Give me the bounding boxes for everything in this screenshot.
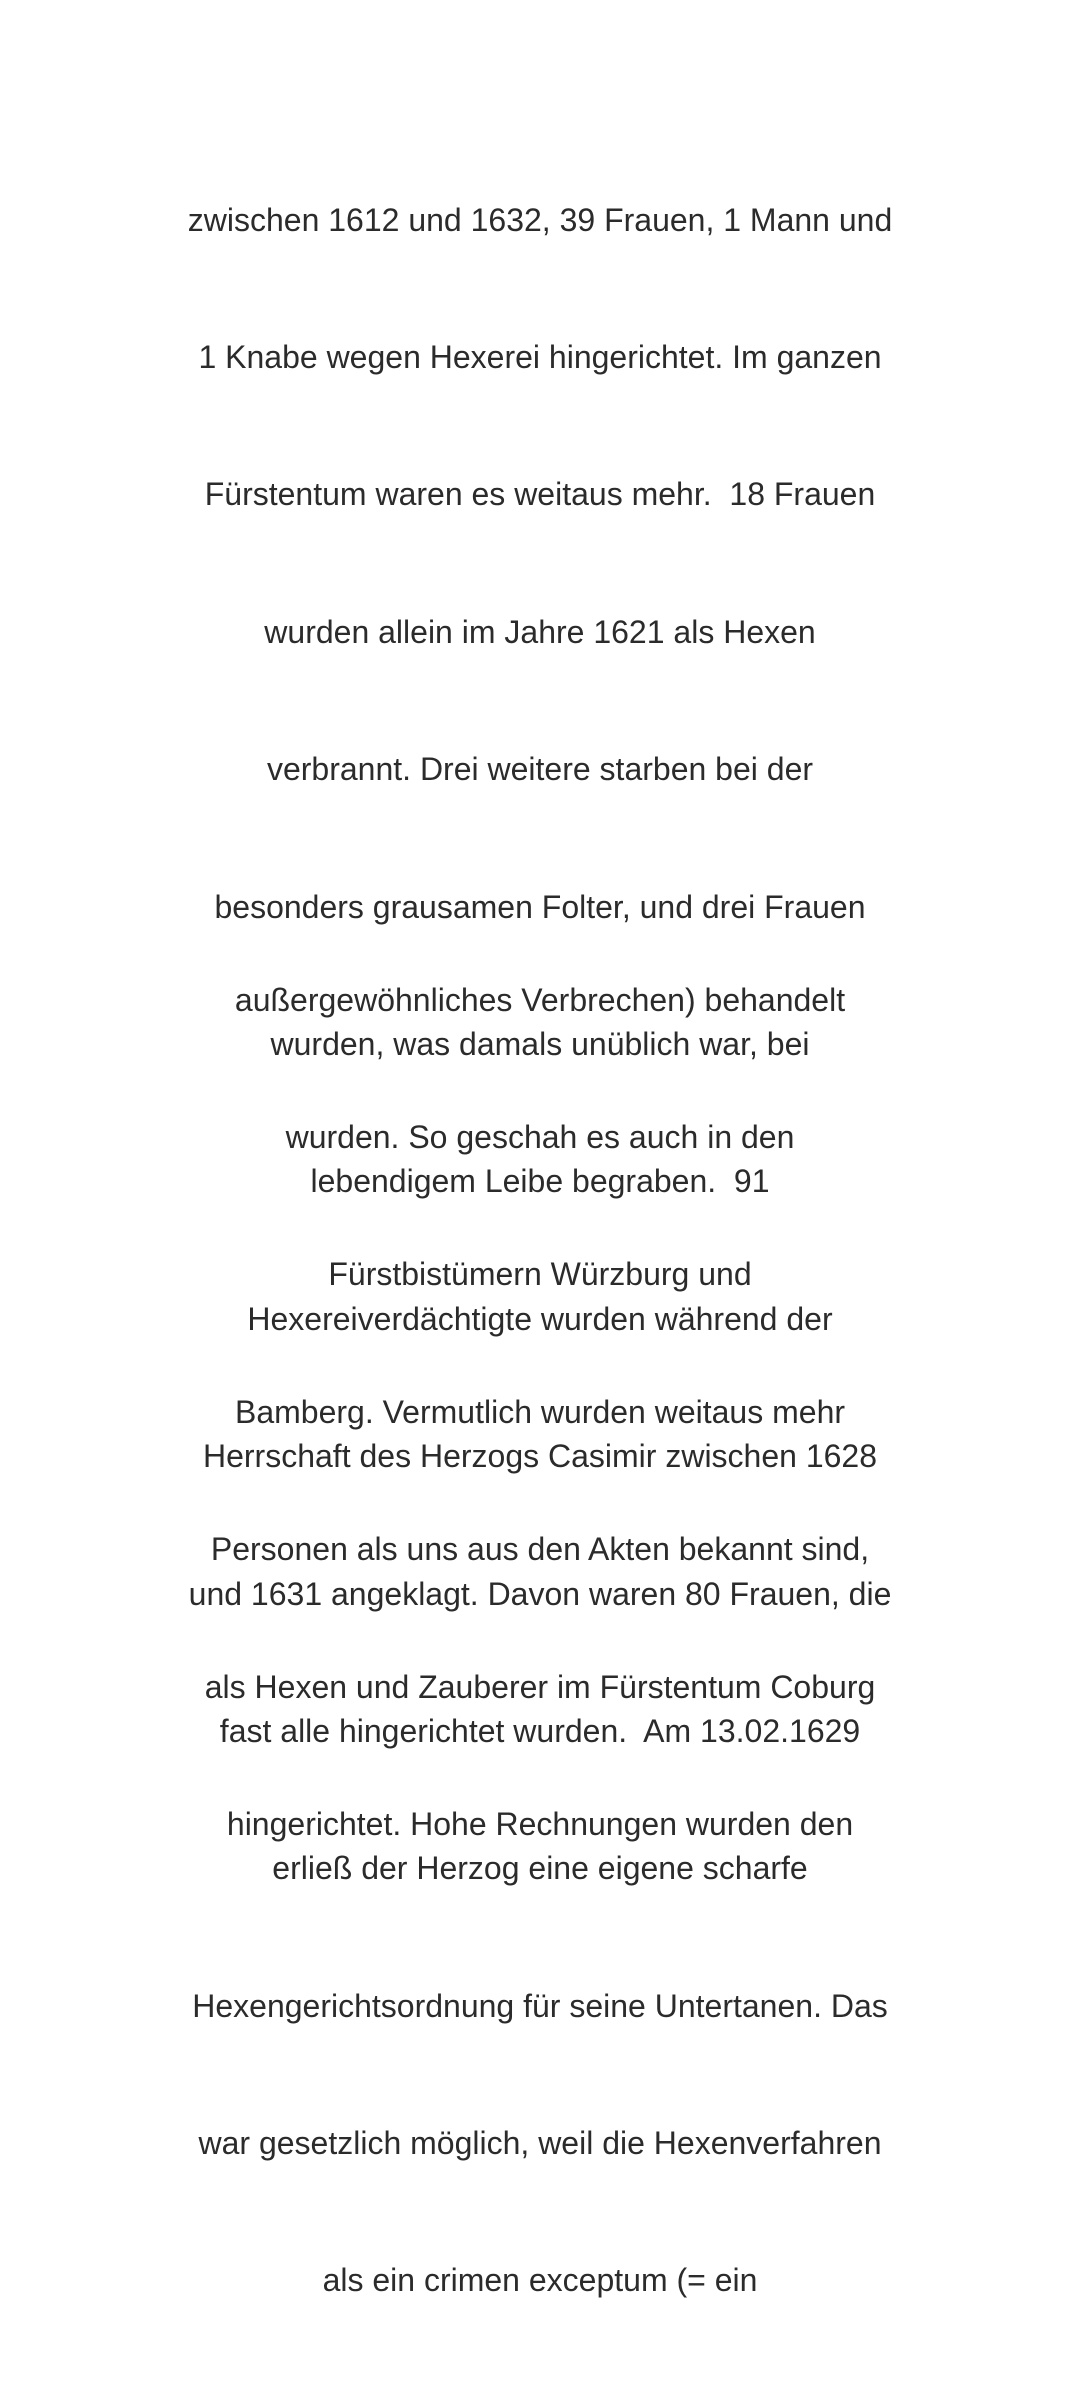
text-line: zwischen 1612 und 1632, 39 Frauen, 1 Mann und bbox=[187, 201, 893, 238]
text-line: Personen als uns aus den Akten bekannt sind, bbox=[210, 1531, 870, 1568]
text-line: lebendigem Leibe begraben. 91 bbox=[310, 1163, 770, 1200]
text-line: wurden, was damals unüblich war, bei bbox=[270, 1025, 810, 1062]
text-line: war gesetzlich möglich, weil die Hexenverfahren bbox=[198, 2125, 882, 2162]
text-line: außergewöhnliches Verbrechen) behandelt bbox=[234, 981, 846, 1018]
text-paragraph bbox=[0, 886, 1080, 1939]
text-line: und 1631 angeklagt. Davon waren 80 Frauen, die bbox=[188, 1575, 892, 1612]
text-line: hingerichtet. Hohe Rechnungen wurden den bbox=[226, 1805, 854, 1842]
text-line: wurden allein im Jahre 1621 als Hexen bbox=[264, 613, 816, 650]
text-line: Bamberg. Vermutlich wurden weitaus mehr bbox=[234, 1393, 846, 1430]
text-line: fast alle hingerichtet wurden. Am 13.02.1629 bbox=[219, 1712, 861, 1749]
text-line: verbrannt. Drei weitere starben bei der bbox=[266, 751, 814, 788]
text-line: besonders grausamen Folter, und drei Frauen bbox=[214, 888, 866, 925]
text-line: Herrschaft des Herzogs Casimir zwischen 1628 bbox=[202, 1438, 878, 1475]
text-line: Fürstentum waren es weitaus mehr. 18 Frauen bbox=[204, 476, 876, 513]
text-line: Hexereiverdächtigte wurden während der bbox=[247, 1300, 833, 1337]
text-line: 1 Knabe wegen Hexerei hingerichtet. Im ganzen bbox=[198, 338, 882, 375]
text-line: wurden. So geschah es auch in den bbox=[285, 1118, 795, 1155]
text-line: Hexengerichtsordnung für seine Untertanen. Das bbox=[192, 1987, 888, 2024]
text-line: als Hexen und Zauberer im Fürstentum Coburg bbox=[204, 1668, 876, 1705]
text-line: als ein crimen exceptum (= ein bbox=[322, 2262, 758, 2299]
text-line: erließ der Herzog eine eigene scharfe bbox=[272, 1850, 808, 1887]
text-line: Fürstbistümern Würzburg und bbox=[328, 1256, 752, 1293]
